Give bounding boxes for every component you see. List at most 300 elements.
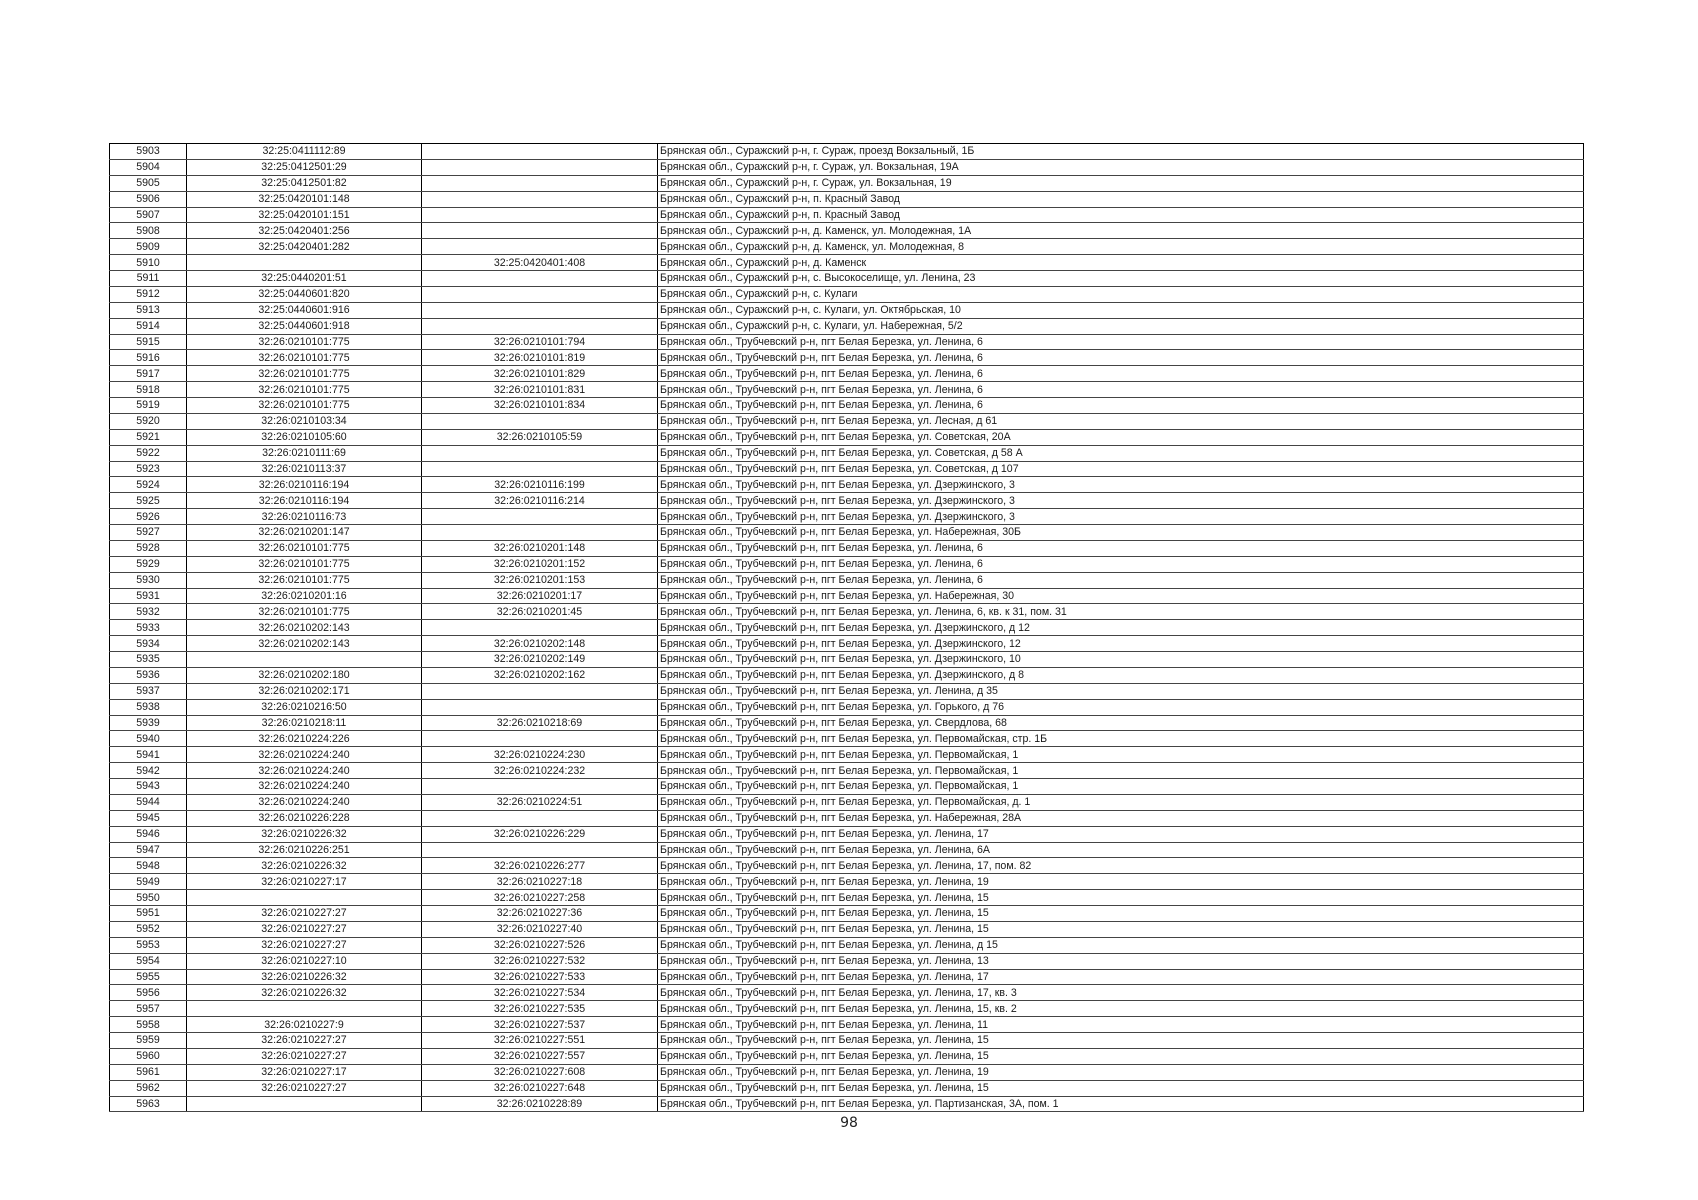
table-row: [110, 683, 1584, 699]
row-number-cell: 5963: [110, 1096, 187, 1112]
cadastral-number-cell: 32:26:0210224:240: [187, 794, 422, 810]
address-cell: Брянская обл., Трубчевский р-н, пгт Белая Березка, ул. Ленина, д 15: [658, 937, 1584, 953]
address-cell: Брянская обл., Трубчевский р-н, пгт Белая Березка, ул. Лесная, д 61: [658, 413, 1584, 429]
cadastral-number-cell: 32:26:0210101:775: [187, 334, 422, 350]
row-number-cell: 5962: [110, 1080, 187, 1096]
table-row: [110, 906, 1584, 922]
cadastral-number-cell: [187, 255, 422, 271]
cadastral-number-cell: 32:26:0210227:27: [187, 1033, 422, 1049]
sub-object-number-cell: [422, 318, 658, 334]
table-row: [110, 937, 1584, 953]
sub-object-number-cell: [422, 223, 658, 239]
address-cell: Брянская обл., Суражский р-н, г. Сураж, проезд Вокзальный, 1Б: [658, 144, 1584, 160]
sub-object-number-cell: 32:26:0210227:608: [422, 1064, 658, 1080]
table-row: [110, 874, 1584, 890]
cadastral-number-cell: 32:26:0210201:16: [187, 588, 422, 604]
cadastral-number-cell: 32:26:0210103:34: [187, 413, 422, 429]
sub-object-number-cell: 32:26:0210226:229: [422, 826, 658, 842]
address-cell: Брянская обл., Трубчевский р-н, пгт Белая Березка, ул. Дзержинского, 3: [658, 493, 1584, 509]
table-row: [110, 286, 1584, 302]
cadastral-number-cell: 32:26:0210226:251: [187, 842, 422, 858]
address-cell: Брянская обл., Трубчевский р-н, пгт Белая Березка, ул. Ленина, 6: [658, 350, 1584, 366]
address-cell: Брянская обл., Трубчевский р-н, пгт Белая Березка, ул. Горького, д 76: [658, 699, 1584, 715]
row-number-cell: 5923: [110, 461, 187, 477]
table-row: [110, 699, 1584, 715]
address-cell: Брянская обл., Суражский р-н, д. Каменск, ул. Молодежная, 8: [658, 239, 1584, 255]
sub-object-number-cell: [422, 302, 658, 318]
address-cell: Брянская обл., Трубчевский р-н, пгт Белая Березка, ул. Ленина, 6А: [658, 842, 1584, 858]
address-cell: Брянская обл., Трубчевский р-н, пгт Белая Березка, ул. Ленина, 15: [658, 1048, 1584, 1064]
cadastral-number-cell: 32:25:0420401:256: [187, 223, 422, 239]
row-number-cell: 5955: [110, 969, 187, 985]
row-number-cell: 5958: [110, 1017, 187, 1033]
row-number-cell: 5946: [110, 826, 187, 842]
address-cell: Брянская обл., Суражский р-н, г. Сураж, ул. Вокзальная, 19: [658, 175, 1584, 191]
sub-object-number-cell: [422, 271, 658, 287]
row-number-cell: 5930: [110, 572, 187, 588]
row-number-cell: 5904: [110, 159, 187, 175]
row-number-cell: 5956: [110, 985, 187, 1001]
row-number-cell: 5913: [110, 302, 187, 318]
cadastral-number-cell: 32:26:0210202:171: [187, 683, 422, 699]
table-row: [110, 794, 1584, 810]
sub-object-number-cell: 32:26:0210227:532: [422, 953, 658, 969]
table-row: [110, 556, 1584, 572]
cadastral-number-cell: 32:25:0440601:820: [187, 286, 422, 302]
row-number-cell: 5912: [110, 286, 187, 302]
sub-object-number-cell: [422, 620, 658, 636]
table-row: [110, 477, 1584, 493]
cadastral-number-cell: [187, 1001, 422, 1017]
address-cell: Брянская обл., Трубчевский р-н, пгт Белая Березка, ул. Ленина, 17, пом. 82: [658, 858, 1584, 874]
sub-object-number-cell: 32:26:0210226:277: [422, 858, 658, 874]
cadastral-number-cell: 32:26:0210227:10: [187, 953, 422, 969]
table-row: [110, 842, 1584, 858]
sub-object-number-cell: 32:26:0210201:152: [422, 556, 658, 572]
table-row: [110, 715, 1584, 731]
address-cell: Брянская обл., Трубчевский р-н, пгт Белая Березка, ул. Ленина, 6, кв. к 31, пом. 31: [658, 604, 1584, 620]
table-row: [110, 413, 1584, 429]
cadastral-number-cell: 32:26:0210202:143: [187, 636, 422, 652]
table-row: [110, 810, 1584, 826]
address-cell: Брянская обл., Трубчевский р-н, пгт Белая Березка, ул. Ленина, 17: [658, 969, 1584, 985]
row-number-cell: 5915: [110, 334, 187, 350]
cadastral-number-cell: 32:25:0440601:918: [187, 318, 422, 334]
row-number-cell: 5910: [110, 255, 187, 271]
sub-object-number-cell: 32:26:0210227:526: [422, 937, 658, 953]
cadastral-number-cell: [187, 652, 422, 668]
address-cell: Брянская обл., Трубчевский р-н, пгт Белая Березка, ул. Первомайская, стр. 1Б: [658, 731, 1584, 747]
sub-object-number-cell: 32:26:0210105:59: [422, 429, 658, 445]
sub-object-number-cell: 32:26:0210227:537: [422, 1017, 658, 1033]
cadastral-number-cell: 32:26:0210227:27: [187, 906, 422, 922]
cadastral-number-cell: 32:26:0210226:32: [187, 985, 422, 1001]
cadastral-number-cell: 32:26:0210105:60: [187, 429, 422, 445]
address-cell: Брянская обл., Трубчевский р-н, пгт Белая Березка, ул. Набережная, 30: [658, 588, 1584, 604]
address-cell: Брянская обл., Трубчевский р-н, пгт Белая Березка, ул. Ленина, 13: [658, 953, 1584, 969]
address-cell: Брянская обл., Трубчевский р-н, пгт Белая Березка, ул. Ленина, 19: [658, 874, 1584, 890]
cadastral-number-cell: 32:26:0210218:11: [187, 715, 422, 731]
row-number-cell: 5920: [110, 413, 187, 429]
row-number-cell: 5935: [110, 652, 187, 668]
sub-object-number-cell: [422, 461, 658, 477]
address-cell: Брянская обл., Трубчевский р-н, пгт Белая Березка, ул. Дзержинского, 10: [658, 652, 1584, 668]
table-row: [110, 207, 1584, 223]
sub-object-number-cell: 32:26:0210227:535: [422, 1001, 658, 1017]
cadastral-number-cell: 32:25:0411112:89: [187, 144, 422, 160]
table-row: [110, 1033, 1584, 1049]
cadastral-number-cell: 32:26:0210101:775: [187, 540, 422, 556]
table-row: [110, 271, 1584, 287]
sub-object-number-cell: 32:26:0210227:258: [422, 890, 658, 906]
address-cell: Брянская обл., Трубчевский р-н, пгт Белая Березка, ул. Ленина, 6: [658, 572, 1584, 588]
sub-object-number-cell: [422, 207, 658, 223]
address-cell: Брянская обл., Трубчевский р-н, пгт Белая Березка, ул. Ленина, 17: [658, 826, 1584, 842]
table-row: [110, 1080, 1584, 1096]
sub-object-number-cell: 32:26:0210202:149: [422, 652, 658, 668]
sub-object-number-cell: [422, 191, 658, 207]
address-cell: Брянская обл., Суражский р-н, с. Кулаги, ул. Набережная, 5/2: [658, 318, 1584, 334]
sub-object-number-cell: 32:26:0210201:153: [422, 572, 658, 588]
address-cell: Брянская обл., Суражский р-н, с. Кулаги: [658, 286, 1584, 302]
table-row: [110, 572, 1584, 588]
table-row: [110, 175, 1584, 191]
cadastral-number-cell: 32:26:0210113:37: [187, 461, 422, 477]
row-number-cell: 5938: [110, 699, 187, 715]
cadastral-number-cell: 32:26:0210101:775: [187, 366, 422, 382]
table-row: [110, 969, 1584, 985]
sub-object-number-cell: 32:26:0210227:36: [422, 906, 658, 922]
address-cell: Брянская обл., Трубчевский р-н, пгт Белая Березка, ул. Ленина, 15: [658, 921, 1584, 937]
table-row: [110, 890, 1584, 906]
sub-object-number-cell: 32:26:0210202:162: [422, 667, 658, 683]
address-cell: Брянская обл., Трубчевский р-н, пгт Белая Березка, ул. Советская, д 58 А: [658, 445, 1584, 461]
row-number-cell: 5933: [110, 620, 187, 636]
sub-object-number-cell: 32:26:0210227:533: [422, 969, 658, 985]
address-cell: Брянская обл., Трубчевский р-н, пгт Белая Березка, ул. Ленина, 6: [658, 382, 1584, 398]
cadastral-number-cell: 32:25:0412501:29: [187, 159, 422, 175]
row-number-cell: 5917: [110, 366, 187, 382]
address-cell: Брянская обл., Суражский р-н, д. Каменск, ул. Молодежная, 1А: [658, 223, 1584, 239]
address-cell: Брянская обл., Трубчевский р-н, пгт Белая Березка, ул. Ленина, 15: [658, 1033, 1584, 1049]
address-cell: Брянская обл., Трубчевский р-н, пгт Белая Березка, ул. Ленина, 17, кв. 3: [658, 985, 1584, 1001]
table-row: [110, 239, 1584, 255]
address-cell: Брянская обл., Трубчевский р-н, пгт Белая Березка, ул. Ленина, 11: [658, 1017, 1584, 1033]
sub-object-number-cell: 32:26:0210101:834: [422, 398, 658, 414]
address-cell: Брянская обл., Трубчевский р-н, пгт Белая Березка, ул. Первомайская, 1: [658, 763, 1584, 779]
cadastral-number-cell: 32:25:0420101:151: [187, 207, 422, 223]
table-row: [110, 953, 1584, 969]
sub-object-number-cell: 32:26:0210227:551: [422, 1033, 658, 1049]
table-row: [110, 620, 1584, 636]
address-cell: Брянская обл., Трубчевский р-н, пгт Белая Березка, ул. Ленина, 15: [658, 890, 1584, 906]
row-number-cell: 5932: [110, 604, 187, 620]
sub-object-number-cell: [422, 445, 658, 461]
address-cell: Брянская обл., Трубчевский р-н, пгт Белая Березка, ул. Ленина, 6: [658, 556, 1584, 572]
row-number-cell: 5952: [110, 921, 187, 937]
address-cell: Брянская обл., Суражский р-н, д. Каменск: [658, 255, 1584, 271]
cadastral-number-cell: 32:26:0210116:194: [187, 477, 422, 493]
cadastral-number-cell: 32:26:0210101:775: [187, 556, 422, 572]
row-number-cell: 5925: [110, 493, 187, 509]
row-number-cell: 5948: [110, 858, 187, 874]
cadastral-number-cell: 32:26:0210201:147: [187, 525, 422, 541]
cadastral-number-cell: 32:26:0210116:73: [187, 509, 422, 525]
table-row: [110, 350, 1584, 366]
sub-object-number-cell: 32:25:0420401:408: [422, 255, 658, 271]
row-number-cell: 5903: [110, 144, 187, 160]
sub-object-number-cell: 32:26:0210227:18: [422, 874, 658, 890]
row-number-cell: 5908: [110, 223, 187, 239]
sub-object-number-cell: [422, 509, 658, 525]
address-cell: Брянская обл., Трубчевский р-н, пгт Белая Березка, ул. Ленина, 15: [658, 1080, 1584, 1096]
row-number-cell: 5914: [110, 318, 187, 334]
table-row: [110, 858, 1584, 874]
cadastral-number-cell: 32:26:0210101:775: [187, 604, 422, 620]
cadastral-number-cell: 32:26:0210202:180: [187, 667, 422, 683]
cadastral-number-cell: 32:26:0210227:27: [187, 1048, 422, 1064]
table-row: [110, 223, 1584, 239]
cadastral-number-cell: 32:26:0210224:240: [187, 763, 422, 779]
row-number-cell: 5922: [110, 445, 187, 461]
address-cell: Брянская обл., Трубчевский р-н, пгт Белая Березка, ул. Первомайская, 1: [658, 747, 1584, 763]
sub-object-number-cell: [422, 779, 658, 795]
row-number-cell: 5959: [110, 1033, 187, 1049]
cadastral-number-cell: 32:26:0210227:27: [187, 937, 422, 953]
sub-object-number-cell: 32:26:0210227:557: [422, 1048, 658, 1064]
table-row: [110, 1096, 1584, 1112]
table-row: [110, 302, 1584, 318]
sub-object-number-cell: 32:26:0210227:648: [422, 1080, 658, 1096]
cadastral-number-cell: 32:26:0210101:775: [187, 350, 422, 366]
address-cell: Брянская обл., Суражский р-н, г. Сураж, ул. Вокзальная, 19А: [658, 159, 1584, 175]
address-cell: Брянская обл., Суражский р-н, п. Красный Завод: [658, 191, 1584, 207]
table-row: [110, 1001, 1584, 1017]
cadastral-number-cell: 32:26:0210224:240: [187, 747, 422, 763]
sub-object-number-cell: [422, 159, 658, 175]
address-cell: Брянская обл., Трубчевский р-н, пгт Белая Березка, ул. Ленина, 6: [658, 334, 1584, 350]
address-cell: Брянская обл., Трубчевский р-н, пгт Белая Березка, ул. Первомайская, 1: [658, 779, 1584, 795]
row-number-cell: 5947: [110, 842, 187, 858]
address-cell: Брянская обл., Трубчевский р-н, пгт Белая Березка, ул. Партизанская, 3А, пом. 1: [658, 1096, 1584, 1112]
row-number-cell: 5940: [110, 731, 187, 747]
table-row: [110, 921, 1584, 937]
address-cell: Брянская обл., Суражский р-н, с. Кулаги, ул. Октябрьская, 10: [658, 302, 1584, 318]
sub-object-number-cell: [422, 731, 658, 747]
cadastral-number-cell: 32:26:0210226:228: [187, 810, 422, 826]
table-row: [110, 636, 1584, 652]
table-row: [110, 826, 1584, 842]
address-cell: Брянская обл., Трубчевский р-н, пгт Белая Березка, ул. Набережная, 30Б: [658, 525, 1584, 541]
row-number-cell: 5924: [110, 477, 187, 493]
cadastral-number-cell: 32:25:0412501:82: [187, 175, 422, 191]
table-row: [110, 445, 1584, 461]
table-row: [110, 540, 1584, 556]
sub-object-number-cell: [422, 175, 658, 191]
cadastral-number-cell: 32:26:0210227:27: [187, 1080, 422, 1096]
row-number-cell: 5953: [110, 937, 187, 953]
table-row: [110, 985, 1584, 1001]
row-number-cell: 5950: [110, 890, 187, 906]
sub-object-number-cell: [422, 683, 658, 699]
sub-object-number-cell: 32:26:0210224:51: [422, 794, 658, 810]
sub-object-number-cell: [422, 699, 658, 715]
row-number-cell: 5941: [110, 747, 187, 763]
sub-object-number-cell: 32:26:0210227:40: [422, 921, 658, 937]
cadastral-number-cell: 32:26:0210226:32: [187, 969, 422, 985]
registry-table-body: [110, 144, 1584, 1112]
address-cell: Брянская обл., Трубчевский р-н, пгт Белая Березка, ул. Ленина, 19: [658, 1064, 1584, 1080]
address-cell: Брянская обл., Трубчевский р-н, пгт Белая Березка, ул. Дзержинского, д 8: [658, 667, 1584, 683]
sub-object-number-cell: 32:26:0210201:45: [422, 604, 658, 620]
address-cell: Брянская обл., Суражский р-н, п. Красный Завод: [658, 207, 1584, 223]
table-row: [110, 191, 1584, 207]
sub-object-number-cell: [422, 239, 658, 255]
sub-object-number-cell: 32:26:0210202:148: [422, 636, 658, 652]
cadastral-number-cell: 32:26:0210111:69: [187, 445, 422, 461]
table-row: [110, 1048, 1584, 1064]
cadastral-number-cell: [187, 890, 422, 906]
cadastral-number-cell: 32:26:0210227:17: [187, 1064, 422, 1080]
sub-object-number-cell: [422, 842, 658, 858]
address-cell: Брянская обл., Трубчевский р-н, пгт Белая Березка, ул. Дзержинского, д 12: [658, 620, 1584, 636]
cadastral-number-cell: 32:26:0210101:775: [187, 382, 422, 398]
sub-object-number-cell: [422, 286, 658, 302]
cadastral-number-cell: 32:26:0210202:143: [187, 620, 422, 636]
sub-object-number-cell: 32:26:0210101:831: [422, 382, 658, 398]
table-row: [110, 429, 1584, 445]
address-cell: Брянская обл., Трубчевский р-н, пгт Белая Березка, ул. Ленина, д 35: [658, 683, 1584, 699]
table-row: [110, 1017, 1584, 1033]
table-row: [110, 255, 1584, 271]
table-row: [110, 779, 1584, 795]
sub-object-number-cell: 32:26:0210201:17: [422, 588, 658, 604]
sub-object-number-cell: 32:26:0210116:199: [422, 477, 658, 493]
row-number-cell: 5927: [110, 525, 187, 541]
address-cell: Брянская обл., Трубчевский р-н, пгт Белая Березка, ул. Набережная, 28А: [658, 810, 1584, 826]
table-row: [110, 525, 1584, 541]
row-number-cell: 5918: [110, 382, 187, 398]
sub-object-number-cell: 32:26:0210201:148: [422, 540, 658, 556]
address-cell: Брянская обл., Трубчевский р-н, пгт Белая Березка, ул. Ленина, 6: [658, 366, 1584, 382]
row-number-cell: 5936: [110, 667, 187, 683]
row-number-cell: 5943: [110, 779, 187, 795]
sub-object-number-cell: [422, 144, 658, 160]
address-cell: Брянская обл., Трубчевский р-н, пгт Белая Березка, ул. Свердлова, 68: [658, 715, 1584, 731]
row-number-cell: 5909: [110, 239, 187, 255]
cadastral-number-cell: 32:26:0210226:32: [187, 826, 422, 842]
address-cell: Брянская обл., Трубчевский р-н, пгт Белая Березка, ул. Дзержинского, 3: [658, 509, 1584, 525]
table-row: [110, 652, 1584, 668]
address-cell: Брянская обл., Трубчевский р-н, пгт Белая Березка, ул. Дзержинского, 3: [658, 477, 1584, 493]
sub-object-number-cell: 32:26:0210101:829: [422, 366, 658, 382]
cadastral-number-cell: 32:26:0210227:27: [187, 921, 422, 937]
row-number-cell: 5960: [110, 1048, 187, 1064]
table-row: [110, 509, 1584, 525]
row-number-cell: 5916: [110, 350, 187, 366]
cadastral-number-cell: 32:26:0210224:240: [187, 779, 422, 795]
row-number-cell: 5906: [110, 191, 187, 207]
row-number-cell: 5919: [110, 398, 187, 414]
sub-object-number-cell: 32:26:0210224:232: [422, 763, 658, 779]
cadastral-number-cell: 32:26:0210216:50: [187, 699, 422, 715]
sub-object-number-cell: 32:26:0210101:819: [422, 350, 658, 366]
row-number-cell: 5911: [110, 271, 187, 287]
address-cell: Брянская обл., Суражский р-н, с. Высокоселище, ул. Ленина, 23: [658, 271, 1584, 287]
table-row: [110, 1064, 1584, 1080]
table-row: [110, 334, 1584, 350]
row-number-cell: 5942: [110, 763, 187, 779]
sub-object-number-cell: 32:26:0210101:794: [422, 334, 658, 350]
table-row: [110, 318, 1584, 334]
row-number-cell: 5921: [110, 429, 187, 445]
address-cell: Брянская обл., Трубчевский р-н, пгт Белая Березка, ул. Ленина, 15: [658, 906, 1584, 922]
cadastral-number-cell: 32:26:0210226:32: [187, 858, 422, 874]
row-number-cell: 5928: [110, 540, 187, 556]
table-row: [110, 731, 1584, 747]
address-cell: Брянская обл., Трубчевский р-н, пгт Белая Березка, ул. Ленина, 6: [658, 540, 1584, 556]
address-cell: Брянская обл., Трубчевский р-н, пгт Белая Березка, ул. Советская, 20А: [658, 429, 1584, 445]
cadastral-number-cell: 32:26:0210116:194: [187, 493, 422, 509]
cadastral-number-cell: 32:26:0210224:226: [187, 731, 422, 747]
table-row: [110, 159, 1584, 175]
row-number-cell: 5961: [110, 1064, 187, 1080]
row-number-cell: 5937: [110, 683, 187, 699]
row-number-cell: 5929: [110, 556, 187, 572]
row-number-cell: 5907: [110, 207, 187, 223]
sub-object-number-cell: [422, 525, 658, 541]
table-row: [110, 493, 1584, 509]
cadastral-number-cell: 32:26:0210227:17: [187, 874, 422, 890]
cadastral-number-cell: 32:26:0210101:775: [187, 398, 422, 414]
table-row: [110, 461, 1584, 477]
cadastral-number-cell: 32:25:0420401:282: [187, 239, 422, 255]
address-cell: Брянская обл., Трубчевский р-н, пгт Белая Березка, ул. Дзержинского, 12: [658, 636, 1584, 652]
sub-object-number-cell: 32:26:0210218:69: [422, 715, 658, 731]
sub-object-number-cell: [422, 810, 658, 826]
address-cell: Брянская обл., Трубчевский р-н, пгт Белая Березка, ул. Ленина, 6: [658, 398, 1584, 414]
cadastral-number-cell: 32:25:0440201:51: [187, 271, 422, 287]
cadastral-number-cell: 32:25:0420101:148: [187, 191, 422, 207]
row-number-cell: 5931: [110, 588, 187, 604]
row-number-cell: 5951: [110, 906, 187, 922]
table-row: [110, 763, 1584, 779]
table-row: [110, 382, 1584, 398]
cadastral-number-cell: 32:25:0440601:916: [187, 302, 422, 318]
row-number-cell: 5926: [110, 509, 187, 525]
cadastral-number-cell: 32:26:0210101:775: [187, 572, 422, 588]
table-row: [110, 747, 1584, 763]
table-row: [110, 144, 1584, 160]
address-cell: Брянская обл., Трубчевский р-н, пгт Белая Березка, ул. Ленина, 15, кв. 2: [658, 1001, 1584, 1017]
row-number-cell: 5905: [110, 175, 187, 191]
address-cell: Брянская обл., Трубчевский р-н, пгт Белая Березка, ул. Советская, д 107: [658, 461, 1584, 477]
address-cell: Брянская обл., Трубчевский р-н, пгт Белая Березка, ул. Первомайская, д. 1: [658, 794, 1584, 810]
sub-object-number-cell: 32:26:0210228:89: [422, 1096, 658, 1112]
property-registry-table: [109, 143, 1584, 1112]
sub-object-number-cell: [422, 413, 658, 429]
page-number: 98: [840, 1115, 858, 1131]
row-number-cell: 5957: [110, 1001, 187, 1017]
row-number-cell: 5954: [110, 953, 187, 969]
row-number-cell: 5944: [110, 794, 187, 810]
row-number-cell: 5939: [110, 715, 187, 731]
sub-object-number-cell: 32:26:0210227:534: [422, 985, 658, 1001]
table-row: [110, 667, 1584, 683]
sub-object-number-cell: 32:26:0210224:230: [422, 747, 658, 763]
cadastral-number-cell: 32:26:0210227:9: [187, 1017, 422, 1033]
row-number-cell: 5949: [110, 874, 187, 890]
